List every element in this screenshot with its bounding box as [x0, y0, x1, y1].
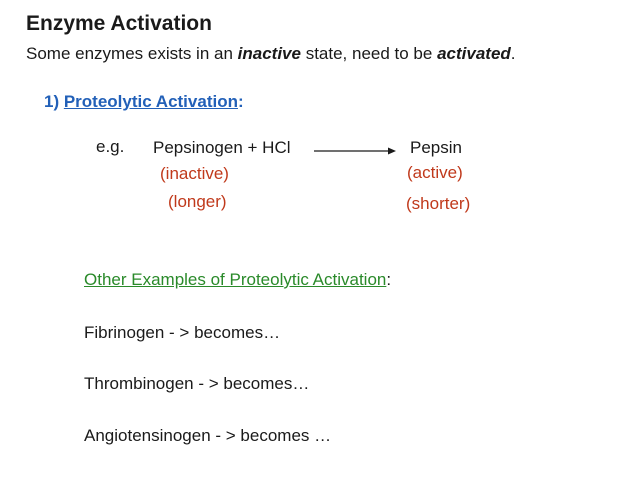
slide-subtitle [26, 44, 516, 64]
section-number: 1) [44, 92, 64, 111]
subtitle-text-1: Some enzymes exists in an [26, 44, 238, 63]
product-text: Pepsin [410, 138, 462, 157]
other-examples-colon: : [386, 270, 392, 289]
product-state: (active) [407, 163, 463, 182]
reactant-text: Pepsinogen + HCl [153, 138, 291, 157]
list-item: Angiotensinogen - > becomes … [84, 426, 332, 445]
subtitle-text-2: state, need to be [300, 44, 438, 63]
example-prefix: e.g. [96, 137, 125, 156]
other-examples-heading [84, 270, 391, 290]
subtitle-emphasis-activated: activated [437, 44, 511, 63]
section-colon: : [237, 92, 244, 111]
product-length: (shorter) [406, 194, 471, 213]
section-label: Proteolytic Activation [63, 92, 238, 111]
other-examples-label: Other Examples of Proteolytic Activation [84, 270, 387, 289]
section-heading [44, 92, 244, 112]
reactant-length: (longer) [168, 192, 227, 211]
reaction-arrow-icon [314, 146, 396, 156]
subtitle-emphasis-inactive: inactive [237, 44, 301, 63]
slide-title: Enzyme Activation [26, 12, 212, 35]
reactant-state: (inactive) [160, 164, 229, 183]
list-item: Fibrinogen - > becomes… [84, 323, 281, 342]
subtitle-text-3: . [510, 44, 516, 63]
list-item: Thrombinogen - > becomes… [84, 374, 310, 393]
